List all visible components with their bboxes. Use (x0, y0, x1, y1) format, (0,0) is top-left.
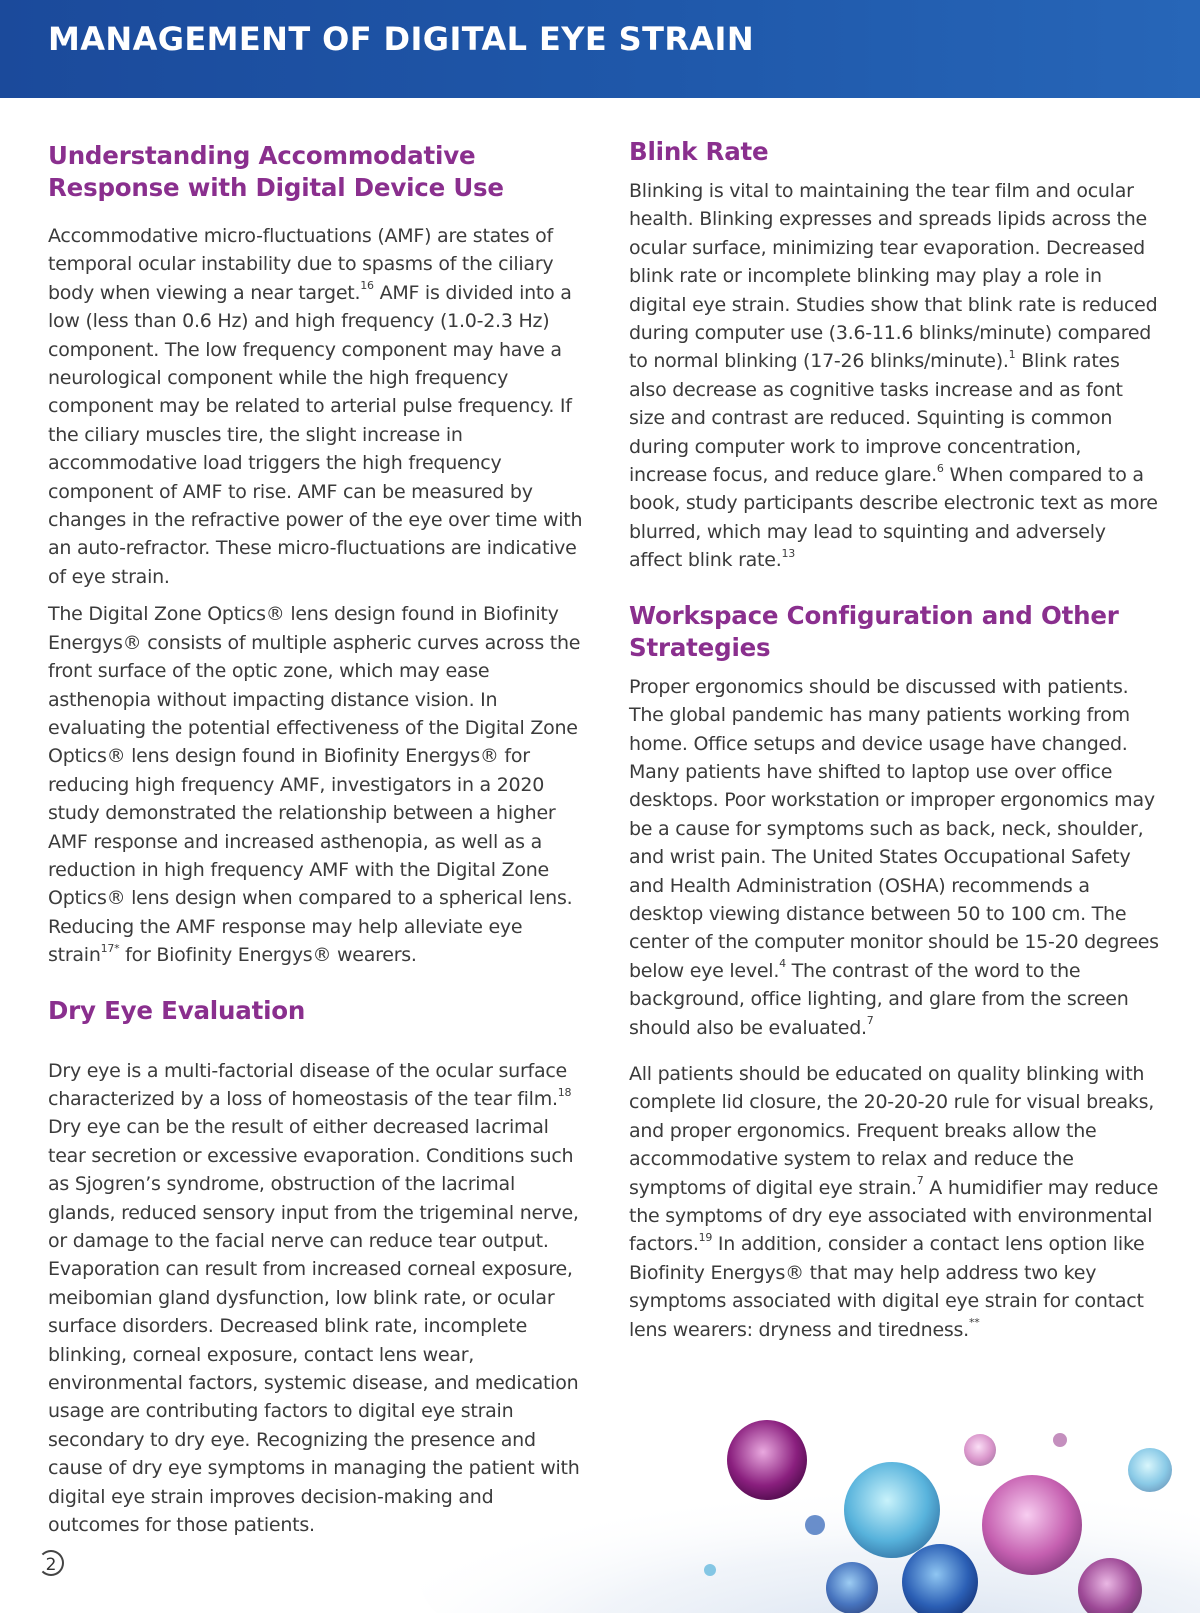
reference-marker: 7 (866, 1014, 874, 1028)
bubble (1128, 1448, 1172, 1492)
page-title: MANAGEMENT OF DIGITAL EYE STRAIN (48, 20, 755, 58)
text-segment: AMF is divided into a low (less than 0.6 Hz) and high frequency (1.0-2.3 Hz) component. The low frequency component may have a neurological component while the high frequency component may be related to arterial pulse frequency. If the ciliary muscles tire, the slight increase in accommodative load triggers the high frequency component of AMF to rise. AMF can be measured by changes in the refractive power of the eye over time with an auto-refractor. These micro-fluctuations are indicative of eye strain. (48, 281, 583, 588)
reference-marker: ** (968, 1316, 980, 1330)
bubble (704, 1564, 716, 1576)
paragraph-amf (48, 222, 583, 591)
paragraph-blink-rate (629, 177, 1159, 575)
text-segment: When compared to a book, study participants describe electronic text as more blurred, which may lead to squinting and adversely affect blink rate. (629, 464, 1158, 572)
reference-marker: 7 (916, 1174, 924, 1188)
bubble (826, 1562, 878, 1613)
reference-marker: 6 (936, 461, 944, 475)
bubble (727, 1420, 807, 1500)
bubble (964, 1434, 996, 1466)
heading-blink-rate: Blink Rate (629, 137, 769, 166)
heading-workspace: Workspace Configuration and Other Strategies (629, 600, 1119, 662)
text-segment: All patients should be educated on quality blinking with complete lid closure, the 20-20-20 rule for visual breaks, and proper ergonomics. Frequent breaks allow the accommodative system to relax and reduce the symptoms of digital eye strain. (629, 1062, 1155, 1199)
reference-marker: 19 (698, 1231, 713, 1245)
paragraph-patient-education (629, 1060, 1159, 1344)
bubble (1053, 1433, 1067, 1447)
text-segment: In addition, consider a contact lens option like Biofinity Energys® that may help address two key symptoms associated with digital eye strain for contact lens wearers: dryness and tiredness. (629, 1233, 1145, 1341)
reference-marker: 4 (779, 957, 786, 971)
text-segment: Accommodative micro-fluctuations (AMF) are states of temporal ocular instability due to spasms of the ciliary body when viewing a near target. (48, 225, 554, 304)
paragraph-digital-zone-optics (48, 600, 583, 969)
text-segment: Proper ergonomics should be discussed with patients. The global pandemic has many patients working from home. Office setups and device usage have changed. Many patients have shifted to laptop use over office desktops. Poor workstation or improper ergonomics may be a cause for symptoms such as back, neck, shoulder, and wrist pain. The United States Occupational Safety and Health Administration (OSHA) recommends a desktop viewing distance between 50 to 100 cm. The center of the computer monitor should be 15-20 degrees below eye level. (629, 675, 1159, 982)
text-segment: A humidifier may reduce the symptoms of dry eye associated with environmental factors. (629, 1176, 1159, 1256)
text-segment: The Digital Zone Optics® lens design found in Biofinity Energys® consists of multiple aspheric curves across the front surface of the optic zone, which may ease asthenopia without impacting distance vision. In evaluating the potential effectiveness of the Digital Zone Optics® lens design found in Biofinity Energys® for reducing high frequency AMF, investigators in a 2020 study demonstrated the relationship between a higher AMF response and increased asthenopia, as well as a reduction in high frequency AMF with the Digital Zone Optics® lens design when compared to a spherical lens. Reducing the AMF response may help alleviate eye strain (48, 603, 581, 967)
text-segment: Blink rates also decrease as cognitive tasks increase and as font size and contrast are reduced. Squinting is common during computer work to improve concentration, increase focus, and reduce glare. (629, 350, 1123, 487)
text-segment: Dry eye is a multi-factorial disease of the ocular surface characterized by a loss of homeostasis of the tear film. (48, 1059, 567, 1110)
header-banner (0, 0, 1200, 98)
page-number: 2 (38, 1550, 64, 1576)
text-segment: Dry eye can be the result of either decreased lacrimal tear secretion or excessive evaporation. Conditions such as Sjogren’s syndrome, obstruction of the lacrimal glands, reduced sensory input from the trigeminal nerve, or damage to the facial nerve can reduce tear output. Evaporation can result from increased corneal exposure, meibomian gland dysfunction, low blink rate, or ocular surface disorders. Decreased blink rate, incomplete blinking, corneal exposure, contact lens wear, environmental factors, systemic disease, and medication usage are contributing factors to digital eye strain secondary to dry eye. Recognizing the presence and cause of dry eye symptoms in managing the patient with digital eye strain improves decision-making and outcomes for those patients. (48, 1116, 580, 1537)
text-segment: Blinking is vital to maintaining the tear film and ocular health. Blinking expresses and spreads lipids across the ocular surface, minimizing tear evaporation. Decreased blink rate or incomplete blinking may play a role in digital eye strain. Studies show that blink rate is reduced during computer use (3.6-11.6 blinks/minute) compared to normal blinking (17-26 blinks/minute). (629, 180, 1158, 373)
text-segment: The contrast of the word to the background, office lighting, and glare from the screen should also be evaluated. (629, 959, 1129, 1039)
watercolor-bubbles-decoration (420, 1320, 1200, 1613)
bubble (805, 1515, 825, 1535)
text-segment: for Biofinity Energys® wearers. (119, 944, 417, 967)
paragraph-ergonomics (629, 673, 1159, 1042)
reference-marker: 16 (360, 279, 374, 293)
heading-accommodative: Understanding Accommodative Response with Digital Device Use (48, 141, 504, 202)
right-column (629, 136, 1159, 1344)
heading-dry-eye: Dry Eye Evaluation (48, 995, 306, 1025)
reference-marker: 18 (557, 1085, 572, 1099)
reference-marker: 1 (1008, 348, 1016, 362)
reference-marker: 17* (100, 941, 120, 955)
bubble (844, 1462, 940, 1558)
bubble (982, 1475, 1082, 1575)
reference-marker: 13 (781, 546, 795, 560)
